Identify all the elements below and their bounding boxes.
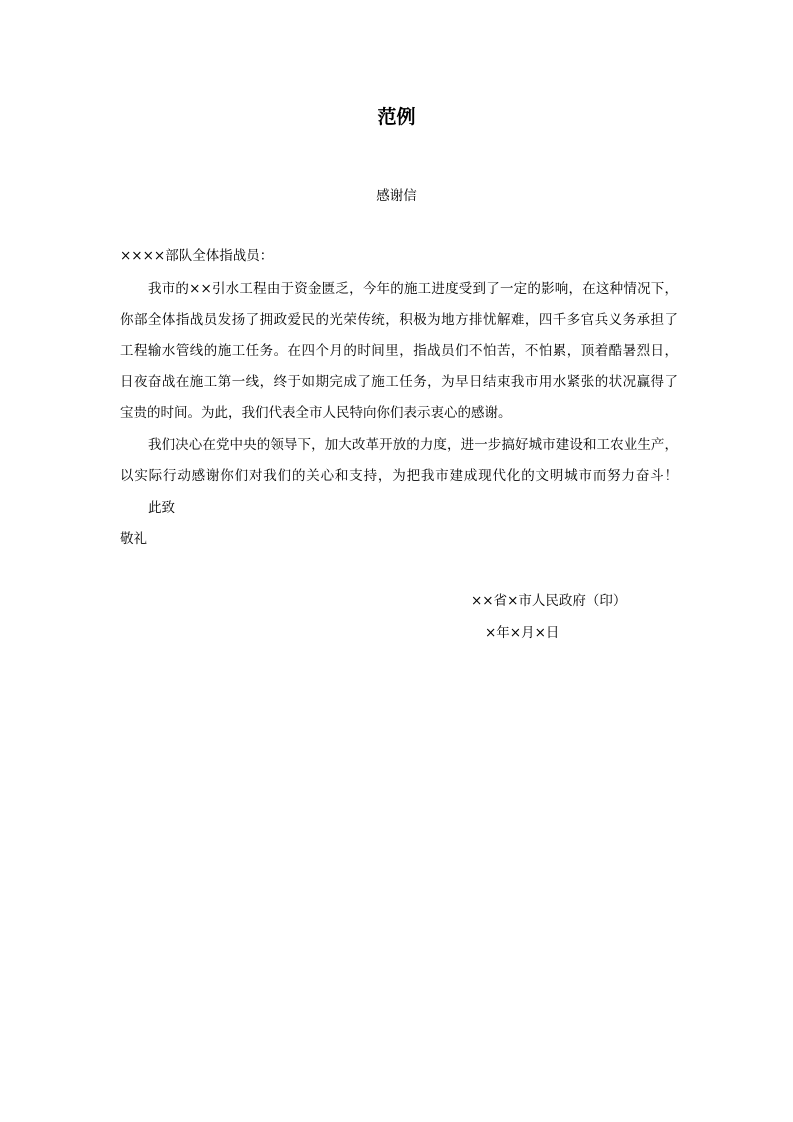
closing-regards: 此致 <box>148 500 175 516</box>
date: ×年×月×日 <box>485 625 560 641</box>
letter-heading: 感谢信 <box>376 188 417 204</box>
paragraph-1-line: 你部全体指战员发扬了拥政爱民的光荣传统，积极为地方排忧解难，四千多官兵义务承担了 <box>120 312 678 328</box>
paragraph-2-line: 以实际行动感谢你们对我们的关心和支持，为把我市建成现代化的文明城市而努力奋斗！ <box>120 468 678 484</box>
paragraph-1-line: 宝贵的时间。为此，我们代表全市人民特向你们表示衷心的感谢。 <box>120 405 512 421</box>
paragraph-1-line: 日夜奋战在施工第一线，终于如期完成了施工任务，为早日结束我市用水紧张的状况赢得了 <box>120 374 678 390</box>
paragraph-2-line: 我们决心在党中央的领导下，加大改革开放的力度，进一步搞好城市建设和工农业生产， <box>148 437 678 453</box>
closing-salute: 敬礼 <box>120 531 147 547</box>
signature: ××省×市人民政府（印） <box>471 593 627 609</box>
paragraph-1-line: 工程输水管线的施工任务。在四个月的时间里，指战员们不怕苦，不怕累，顶着酷暑烈日， <box>120 343 678 359</box>
paragraph-1-line: 我市的××引水工程由于资金匮乏，今年的施工进度受到了一定的影响，在这种情况下， <box>148 281 678 297</box>
document-title: 范例 <box>377 106 416 128</box>
salutation: ××××部队全体指战员： <box>120 248 274 264</box>
